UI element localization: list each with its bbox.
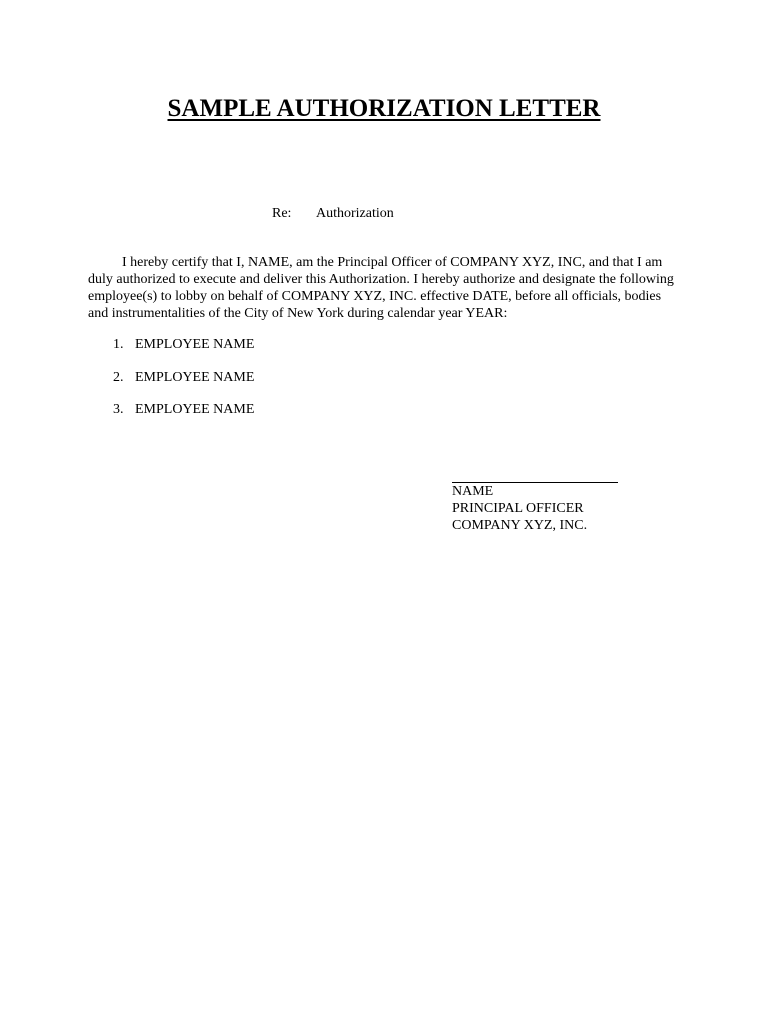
employee-name: EMPLOYEE NAME — [135, 370, 255, 385]
body-paragraph-line: duly authorized to execute and deliver this Authorization. I hereby authorize and designate the following — [88, 272, 674, 287]
signature-company: COMPANY XYZ, INC. — [452, 518, 588, 533]
list-number: 1. — [113, 337, 124, 352]
re-label: Re: — [272, 206, 292, 221]
page-title: SAMPLE AUTHORIZATION LETTER — [167, 95, 601, 122]
employee-name: EMPLOYEE NAME — [135, 402, 255, 417]
body-paragraph-line: employee(s) to lobby on behalf of COMPANY XYZ, INC. effective DATE, before all officials, bodies — [88, 289, 662, 304]
employee-name: EMPLOYEE NAME — [135, 337, 255, 352]
body-paragraph-line: I hereby certify that I, NAME, am the Principal Officer of COMPANY XYZ, INC, and that I am — [122, 255, 663, 270]
list-number: 3. — [113, 402, 124, 417]
re-subject: Authorization — [316, 206, 394, 221]
signature-name: NAME — [452, 484, 494, 499]
signature-role: PRINCIPAL OFFICER — [452, 501, 584, 516]
body-paragraph-line: and instrumentalities of the City of New York during calendar year YEAR: — [88, 306, 508, 321]
list-number: 2. — [113, 370, 124, 385]
